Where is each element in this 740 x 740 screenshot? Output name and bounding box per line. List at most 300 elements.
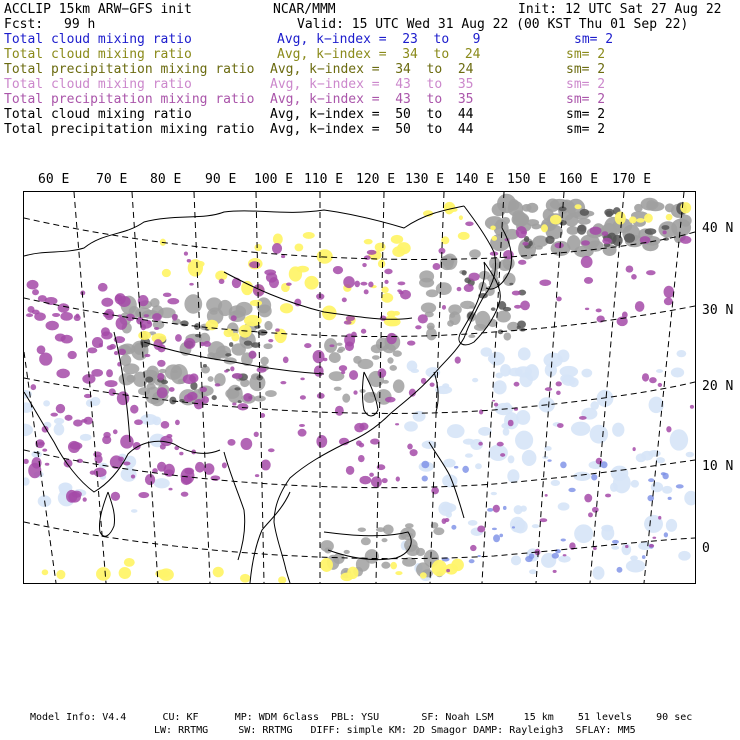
cloud-blob [479,409,483,414]
cloud-blob [161,380,168,384]
cloud-blob [134,419,143,425]
cloud-blob [561,538,566,541]
cloud-blob [27,280,39,290]
cloud-blob [459,215,463,220]
cloud-blob [510,517,525,533]
cloud-blob [241,438,253,450]
cloud-blob [545,494,548,497]
cloud-blob [478,427,492,436]
cloud-blob [491,492,497,495]
cloud-blob [152,313,162,321]
cloud-blob [56,570,65,579]
cloud-blob [42,448,47,451]
longitude-label: 110 E [304,172,344,187]
cloud-blob [511,555,521,565]
cloud-blob [522,242,528,246]
cloud-blob [648,450,660,457]
cloud-blob [222,462,227,468]
longitude-label: 120 E [356,172,396,187]
cloud-blob [341,572,354,581]
cloud-blob [32,289,39,295]
cloud-blob [508,420,514,427]
cloud-blob [601,525,613,532]
cloud-blob [612,540,619,544]
cloud-blob [187,259,191,262]
cloud-blob [585,308,589,310]
cloud-blob [253,284,265,296]
field-level-range: Avg, k−index = 23 to 9 [277,32,481,47]
field-level-range: Avg, k−index = 50 to 44 [270,122,474,137]
cloud-blob [491,307,496,311]
model-info-line2: LW: RRTMG SW: RRTMG DIFF: simple KM: 2D Smagor DAMP: Rayleigh3 SFLAY: MM5 [154,725,636,736]
cloud-blob [596,458,603,465]
longitude-label: 130 E [405,172,445,187]
cloud-blob [556,381,562,386]
cloud-blob [369,473,374,477]
cloud-blob [184,252,188,256]
cloud-blob [145,376,153,382]
cloud-blob [658,383,662,387]
cloud-blob [541,224,548,232]
cloud-blob [558,502,570,510]
cloud-blob [378,260,385,268]
cloud-blob [24,459,29,464]
longitude-label: 160 E [559,172,599,187]
cloud-blob [421,461,429,468]
cloud-blob [487,508,493,512]
cloud-blob [229,342,233,347]
cloud-blob [200,387,207,393]
cloud-blob [666,214,673,221]
cloud-blob [105,380,118,387]
field-smoothing: sm= 2 [574,32,614,47]
cloud-blob [578,218,591,225]
cloud-blob [649,544,654,548]
cloud-blob [465,222,473,227]
cloud-blob [626,266,634,273]
cloud-blob [509,283,513,285]
cloud-blob [449,313,455,318]
longitude-label: 80 E [150,172,182,187]
cloud-blob [268,339,273,342]
cloud-blob [642,373,649,381]
cloud-blob [591,474,597,481]
cloud-blob [492,528,497,531]
cloud-blob [154,327,159,330]
cloud-blob [119,567,131,579]
cloud-blob [224,370,228,373]
cloud-blob [385,397,396,403]
cloud-blob [545,236,554,244]
cloud-blob [393,350,402,356]
cloud-blob [372,355,380,360]
cloud-blob [120,354,131,366]
cloud-blob [426,289,438,297]
cloud-blob [116,317,128,330]
cloud-blob [300,395,306,399]
cloud-blob [652,537,656,539]
cloud-blob [334,387,342,391]
cloud-blob [157,360,165,367]
cloud-blob [645,228,657,235]
cloud-blob [272,243,282,254]
cloud-blob [508,199,519,211]
cloud-blob [477,525,485,532]
cloud-blob [446,569,450,572]
cloud-blob [317,393,325,399]
cloud-blob [478,442,483,446]
cloud-blob [131,475,135,479]
cloud-blob [138,331,151,340]
cloud-blob [286,282,292,285]
cloud-blob [381,293,393,303]
cloud-blob [42,569,49,575]
cloud-blob [264,321,272,330]
cloud-blob [507,469,519,483]
cloud-blob [167,298,179,304]
cloud-blob [364,239,373,244]
cloud-blob [80,434,92,441]
cloud-blob [419,270,434,282]
cloud-blob [229,311,246,322]
cloud-blob [441,255,455,266]
cloud-blob [144,314,149,317]
cloud-blob [238,400,242,403]
cloud-blob [314,365,324,376]
cloud-blob [670,429,688,450]
forecast-map [23,191,696,584]
cloud-blob [664,286,675,298]
cloud-blob [261,460,271,471]
cloud-blob [500,453,505,457]
cloud-blob [590,227,602,235]
cloud-blob [24,424,33,437]
organization-label: NCAR/MMM [273,2,336,17]
cloud-blob [361,329,366,334]
cloud-blob [378,368,387,377]
cloud-blob [399,291,404,294]
cloud-blob [381,287,388,293]
cloud-blob [442,383,449,388]
cloud-blob [93,468,106,478]
cloud-blob [244,341,252,346]
cloud-blob [512,291,521,296]
latitude-label: 20 N [702,379,734,394]
cloud-blob [651,482,663,492]
cloud-blob [249,261,260,268]
cloud-blob [522,450,537,466]
cloud-blob [395,423,399,425]
cloud-blob [584,494,592,503]
cloud-blob [375,243,386,252]
cloud-blob [367,250,377,255]
cloud-blob [241,281,253,295]
cloud-blob [427,326,434,330]
cloud-blob [671,368,684,378]
cloud-blob [397,281,405,285]
cloud-blob [65,415,73,421]
cloud-blob [490,225,496,230]
cloud-blob [200,342,204,346]
cloud-blob [27,306,34,313]
cloud-blob [573,472,590,481]
cloud-blob [462,270,467,275]
cloud-blob [362,263,367,267]
cloud-blob [451,525,456,530]
cloud-blob [117,391,129,405]
cloud-blob [381,562,390,569]
cloud-blob [646,270,656,275]
cloud-blob [422,441,437,449]
cloud-blob [144,354,150,357]
cloud-blob [393,379,405,393]
cloud-blob [389,365,397,371]
cloud-blob [396,477,400,482]
cloud-blob [73,420,83,427]
latitude-label: 0 [702,541,710,556]
cloud-blob [154,478,170,488]
cloud-blob [447,320,454,326]
cloud-blob [280,381,286,384]
cloud-blob [588,512,593,517]
cloud-blob [254,244,262,251]
cloud-blob [266,272,277,282]
cloud-blob [602,231,608,236]
cloud-blob [254,432,259,437]
latitude-label: 10 N [702,459,734,474]
cloud-blob [690,405,694,409]
init-time: Init: 12 UTC Sat 27 Aug 22 [518,2,722,17]
cloud-blob [676,350,686,357]
cloud-blob [121,467,137,482]
cloud-blob [165,364,182,380]
cloud-blob [249,351,257,359]
cloud-blob [465,453,473,457]
cloud-blob [464,284,474,292]
cloud-blob [407,361,418,372]
cloud-blob [410,449,418,456]
longitude-label: 140 E [455,172,495,187]
cloud-blob [181,492,189,497]
cloud-blob [68,351,77,359]
cloud-blob [668,497,672,500]
field-smoothing: sm= 2 [566,77,606,92]
cloud-blob [382,478,388,483]
cloud-blob [684,491,695,506]
cloud-blob [368,282,373,288]
cloud-blob [37,345,46,354]
lat-line-0 [24,522,695,559]
cloud-blob [275,328,280,331]
cloud-blob [84,417,93,425]
cloud-blob [622,312,628,319]
cloud-blob [31,451,42,458]
cloud-blob [475,463,482,469]
field-smoothing: sm= 2 [566,47,606,62]
cloud-blob [96,567,111,581]
field-level-range: Avg, k−index = 50 to 44 [270,107,474,122]
cloud-blob [514,505,523,514]
cloud-blob [508,455,515,463]
cloud-blob [468,520,478,526]
cloud-blob [124,558,135,567]
cloud-blob [581,240,590,245]
cloud-blob [131,509,138,513]
cloud-blob [503,307,511,311]
cloud-blob [345,341,354,351]
cloud-blob [553,570,557,573]
cloud-blob [611,546,619,550]
cloud-blob [629,216,637,223]
cloud-blob [255,474,259,477]
cloud-blob [344,550,350,554]
cloud-blob [60,312,73,321]
cloud-blob [364,289,369,294]
cloud-blob [666,519,677,532]
cloud-blob [493,534,500,542]
cloud-blob [493,505,500,513]
cloud-blob [203,364,207,367]
cloud-blob [612,423,624,437]
cloud-blob [339,365,347,371]
cloud-blob [590,425,608,444]
cloud-blob [184,294,202,314]
cloud-blob [231,333,239,342]
latitude-label: 30 N [702,303,734,318]
longitude-label: 100 E [254,172,294,187]
cloud-blob [380,315,387,320]
longitude-label: 150 E [507,172,547,187]
longitude-label: 170 E [612,172,652,187]
cloud-blob [111,492,120,501]
cloud-blob [147,320,151,324]
cloud-blob [433,527,444,535]
cloud-blob [626,560,646,573]
cloud-blob [370,438,380,444]
cloud-blob [383,525,394,535]
cloud-blob [263,343,272,349]
cloud-blob [662,473,668,480]
cloud-blob [407,340,415,345]
cloud-blob [613,473,631,493]
field-name: Total cloud mixing ratio [4,77,192,92]
cloud-blob [163,293,172,297]
cloud-blob [109,388,116,395]
cloud-blob [54,423,65,435]
cloud-blob [225,353,231,356]
cloud-blob [320,558,333,572]
cloud-blob [358,527,366,532]
cloud-blob [92,337,103,348]
cloud-blob [179,452,183,456]
field-smoothing: sm= 2 [566,62,606,77]
cloud-blob [492,400,495,402]
cloud-blob [489,445,508,461]
cloud-blob [136,317,144,325]
cloud-blob [329,344,334,347]
cloud-blob [109,344,115,349]
cloud-blob [557,423,564,428]
cloud-blob [342,394,350,403]
cloud-blob [605,494,611,498]
cloud-blob [567,226,579,235]
cloud-blob [539,279,551,285]
cloud-blob [281,255,285,258]
cloud-blob [468,334,475,338]
cloud-blob [101,298,113,307]
cloud-blob [612,235,622,246]
cloud-blob [641,198,659,211]
cloud-blob [560,461,567,468]
cloud-blob [666,426,671,432]
cloud-blob [503,250,514,259]
cloud-blob [360,282,367,286]
cloud-blob [159,568,174,581]
cloud-blob [304,343,311,348]
cloud-blob [157,373,164,380]
cloud-blob [258,305,272,318]
cloud-blob [514,305,521,309]
cloud-blob [592,566,604,579]
cloud-blob [554,243,563,249]
cloud-blob [477,555,480,557]
cloud-blob [415,325,421,329]
cloud-blob [210,310,218,314]
cloud-blob [515,431,533,450]
cloud-blob [119,373,135,385]
cloud-blob [642,555,646,559]
cloud-blob [52,313,60,317]
field-name: Total precipitation mixing ratio [4,92,255,107]
cloud-blob [636,218,644,223]
cloud-blob [568,488,575,492]
cloud-blob [551,480,560,486]
cloud-blob [413,411,426,422]
cloud-blob [90,397,100,406]
model-title: ACCLIP 15km ARW−GFS init [4,2,192,17]
cloud-blob [445,564,458,575]
cloud-blob [83,497,87,501]
cloud-blob [213,567,224,578]
cloud-blob [168,488,172,491]
cloud-blob [571,422,590,436]
field-name: Total cloud mixing ratio [4,47,192,62]
cloud-blob [344,320,352,324]
cloud-blob [212,395,217,400]
cloud-blob [514,382,520,387]
cloud-blob [280,303,293,313]
cloud-blob [169,387,175,392]
cloud-blob [237,403,248,410]
cloud-blob [602,238,612,244]
cloud-blob [162,269,171,277]
cloud-blob [26,313,33,317]
cloud-blob [227,439,235,446]
cloud-blob [215,383,221,386]
cloud-blob [114,351,118,355]
cloud-blob [39,352,52,365]
longitude-label: 90 E [205,172,237,187]
cloud-blob [135,308,152,319]
cloud-blob [662,230,666,234]
longitude-label: 70 E [96,172,128,187]
cloud-blob [87,347,97,353]
cloud-blob [522,204,532,212]
cloud-blob [493,380,507,394]
field-name: Total cloud mixing ratio [4,107,192,122]
cloud-blob [240,574,250,583]
cloud-blob [494,403,498,407]
